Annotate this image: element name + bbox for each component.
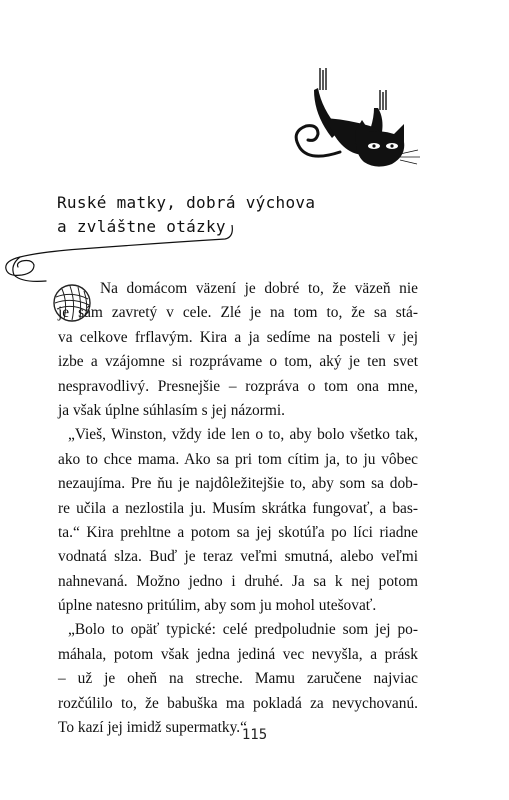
text-line: izbe a vzájomne si rozprávame o tom, aký je ten svet — [58, 353, 418, 371]
body-text — [58, 277, 418, 740]
text-line: nahnevaná. Možno jedno i druhé. Ja sa k nej potom — [58, 572, 418, 590]
text-line: máhala, potom však jedna jediná vec nevyšla, a prásk — [58, 645, 418, 663]
chapter-title-line-2: a zvláštne otázky — [57, 217, 226, 236]
page-number: 115 — [241, 727, 268, 743]
text-line: ja však úplne súhlasím s jej názormi. — [58, 401, 285, 419]
cat-hanging-icon — [270, 60, 430, 190]
text-line: Na domácom väzení je dobré to, že väzeň nie — [100, 280, 418, 297]
text-line: „Bolo to opäť typické: celé predpoludnie som jej po- — [68, 621, 418, 639]
text-line: re učila a nezlostila ju. Musím skrátka fungovať, a bas- — [58, 499, 418, 517]
text-line: va celkove frflavým. Kira a ja sedíme na posteli v jej — [58, 328, 418, 346]
text-line: nespravodlivý. Presnejšie – rozpráva o tom ona mne, — [58, 377, 418, 395]
text-line: nezaujíma. Pre ňu je najdôležitejšie to, aby som sa dob- — [58, 475, 418, 493]
swirl-line-icon — [0, 225, 250, 285]
chapter-title-line-1: Ruské matky, dobrá výchova — [57, 193, 316, 212]
text-line: „Vieš, Winston, vždy ide len o to, aby bolo všetko tak, — [68, 426, 418, 444]
text-line: vodnatá slza. Buď je teraz veľmi smutná, alebo veľmi — [58, 548, 418, 566]
text-line: ako to chce mama. Ako sa pri tom cítim ja, to ju vôbec — [58, 450, 418, 468]
text-line: – už je oheň na streche. Mamu zaručene najviac — [58, 670, 418, 688]
text-line: ta.“ Kira prehltne a potom sa jej skotúľa po líci riadne — [58, 523, 418, 541]
text-line: úplne natesno pritúlim, aby som ju mohol utešovať. — [58, 597, 377, 615]
text-line: je sám zavretý v cele. Zlé je na tom to, že sa stá- — [58, 304, 418, 322]
text-line: To kazí jej imidž supermatky.“ — [58, 719, 247, 737]
text-line: rozčúlilo to, že babuška ma pokladá za nevychovanú. — [58, 694, 418, 712]
